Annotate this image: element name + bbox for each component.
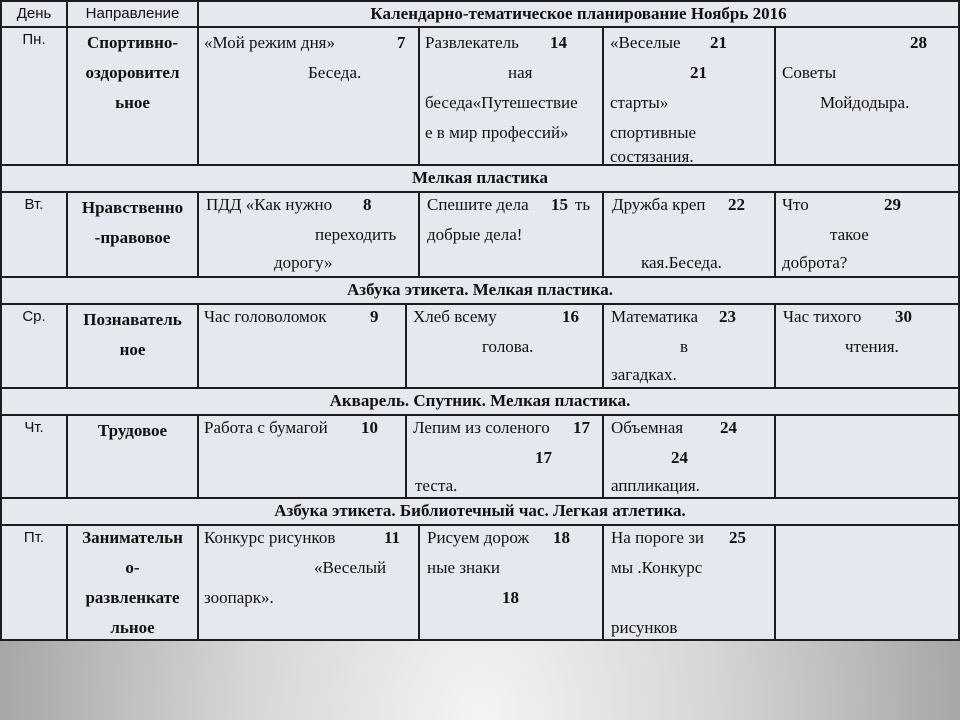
activity-text: аппликация. — [611, 476, 700, 495]
column-divider — [418, 191, 420, 278]
date-number: 18 — [502, 588, 519, 607]
header-day: День — [16, 5, 52, 22]
date-number: 24 — [720, 418, 737, 437]
column-divider — [197, 414, 199, 499]
column-divider — [602, 414, 604, 499]
activity-text: «Мой режим дня» — [204, 33, 336, 52]
day-cell-wed: Ср. — [22, 308, 46, 325]
column-divider — [774, 26, 776, 166]
date-number: 21 — [710, 33, 727, 52]
column-divider — [405, 414, 407, 499]
date-number: 23 — [719, 307, 736, 326]
direction-cell-mon: Спортивно- оздоровител ьное — [85, 33, 180, 112]
column-divider — [405, 303, 407, 389]
activity-text: Работа с бумагой — [204, 418, 328, 437]
section-band: Азбука этикета. Мелкая пластика. — [347, 280, 613, 299]
activity-text: Развлекатель — [425, 33, 519, 52]
activity-text: Спешите дела — [427, 195, 529, 214]
activity-text: дорогу» — [274, 253, 333, 272]
activity-text: Математика — [611, 307, 699, 326]
column-divider — [197, 26, 199, 166]
activity-text: Хлеб всему — [413, 307, 497, 326]
header-direction: Направление — [85, 5, 180, 22]
column-divider — [418, 26, 420, 166]
activity-text: кая.Беседа. — [641, 253, 722, 272]
date-number: 14 — [550, 33, 567, 52]
column-divider — [418, 524, 420, 641]
direction-cell-tue: Нравственно -правовое — [81, 198, 184, 247]
date-number: 16 — [562, 307, 579, 326]
header-plan-title: Календарно-тематическое планирование Ноябрь 2016 — [370, 4, 787, 23]
activity-text: загадках. — [611, 365, 677, 384]
activity-text: е в мир профессий» — [425, 123, 569, 142]
column-divider — [602, 26, 604, 166]
activity-text: зоопарк». — [204, 588, 274, 607]
table-border-bottom — [0, 639, 960, 641]
column-divider — [197, 191, 199, 278]
date-number: 9 — [370, 307, 379, 326]
day-cell-mon: Пн. — [22, 31, 46, 48]
date-number: 24 — [671, 448, 688, 467]
activity-text: старты» — [610, 93, 669, 112]
activity-text: Конкурс рисунков — [204, 528, 336, 547]
activity-text: На пороге зи — [611, 528, 705, 547]
activity-text: Советы — [782, 63, 837, 82]
column-divider — [197, 303, 199, 389]
column-divider — [774, 303, 776, 389]
activity-text: Мойдодыра. — [820, 93, 910, 112]
column-divider — [774, 524, 776, 641]
date-number: 11 — [384, 528, 401, 547]
activity-text: в — [680, 337, 689, 356]
activity-text: ть — [575, 195, 591, 214]
date-number: 21 — [690, 63, 707, 82]
activity-text: переходить — [315, 225, 397, 244]
activity-text: беседа«Путешествие — [425, 93, 578, 112]
day-cell-fri: Пт. — [23, 529, 45, 546]
direction-cell-fri: Занимательн о- развленкате льное — [82, 528, 183, 637]
activity-text: Час головоломок — [204, 307, 327, 326]
activity-text: такое — [830, 225, 869, 244]
activity-text: ПДД «Как нужно — [206, 195, 333, 214]
column-divider — [197, 524, 199, 641]
activity-text: мы .Конкурс — [611, 558, 703, 577]
direction-cell-thu: Трудовое — [97, 421, 168, 440]
date-number: 18 — [553, 528, 570, 547]
activity-text: Час тихого — [783, 307, 862, 326]
date-number: 28 — [910, 33, 927, 52]
activity-text: ная — [508, 63, 533, 82]
date-number: 15 — [551, 195, 568, 214]
activity-text: Рисуем дорож — [427, 528, 530, 547]
activity-text: чтения. — [845, 337, 899, 356]
activity-text: Дружба креп — [612, 195, 706, 214]
section-band: Акварель. Спутник. Мелкая пластика. — [329, 391, 631, 410]
activity-text: состязания. — [610, 147, 694, 166]
date-number: 17 — [573, 418, 590, 437]
direction-cell-wed: Познаватель ное — [83, 310, 182, 359]
column-divider — [602, 191, 604, 278]
date-number: 10 — [361, 418, 378, 437]
section-band: Азбука этикета. Библиотечный час. Легкая атлетика. — [274, 501, 686, 520]
date-number: 7 — [397, 33, 406, 52]
activity-text: голова. — [482, 337, 534, 356]
column-divider — [774, 414, 776, 499]
date-number: 17 — [535, 448, 552, 467]
day-cell-thu: Чт. — [24, 419, 44, 436]
activity-text: Лепим из соленого — [413, 418, 550, 437]
date-number: 30 — [895, 307, 912, 326]
date-number: 22 — [728, 195, 745, 214]
activity-text: «Веселый — [314, 558, 387, 577]
activity-text: теста. — [415, 476, 458, 495]
column-divider — [602, 303, 604, 389]
date-number: 29 — [884, 195, 901, 214]
column-divider — [602, 524, 604, 641]
activity-text: доброта? — [782, 253, 848, 272]
activity-text: ные знаки — [427, 558, 501, 577]
activity-text: Беседа. — [308, 63, 362, 82]
section-band: Мелкая пластика — [412, 168, 548, 187]
activity-text: спортивные — [610, 123, 697, 142]
day-cell-tue: Вт. — [24, 196, 44, 213]
activity-text: «Веселые — [610, 33, 681, 52]
activity-text: Объемная — [611, 418, 684, 437]
activity-text: добрые дела! — [427, 225, 523, 244]
column-divider — [774, 191, 776, 278]
date-number: 25 — [729, 528, 746, 547]
activity-text: Что — [782, 195, 809, 214]
date-number: 8 — [363, 195, 372, 214]
activity-text: рисунков — [611, 618, 678, 637]
